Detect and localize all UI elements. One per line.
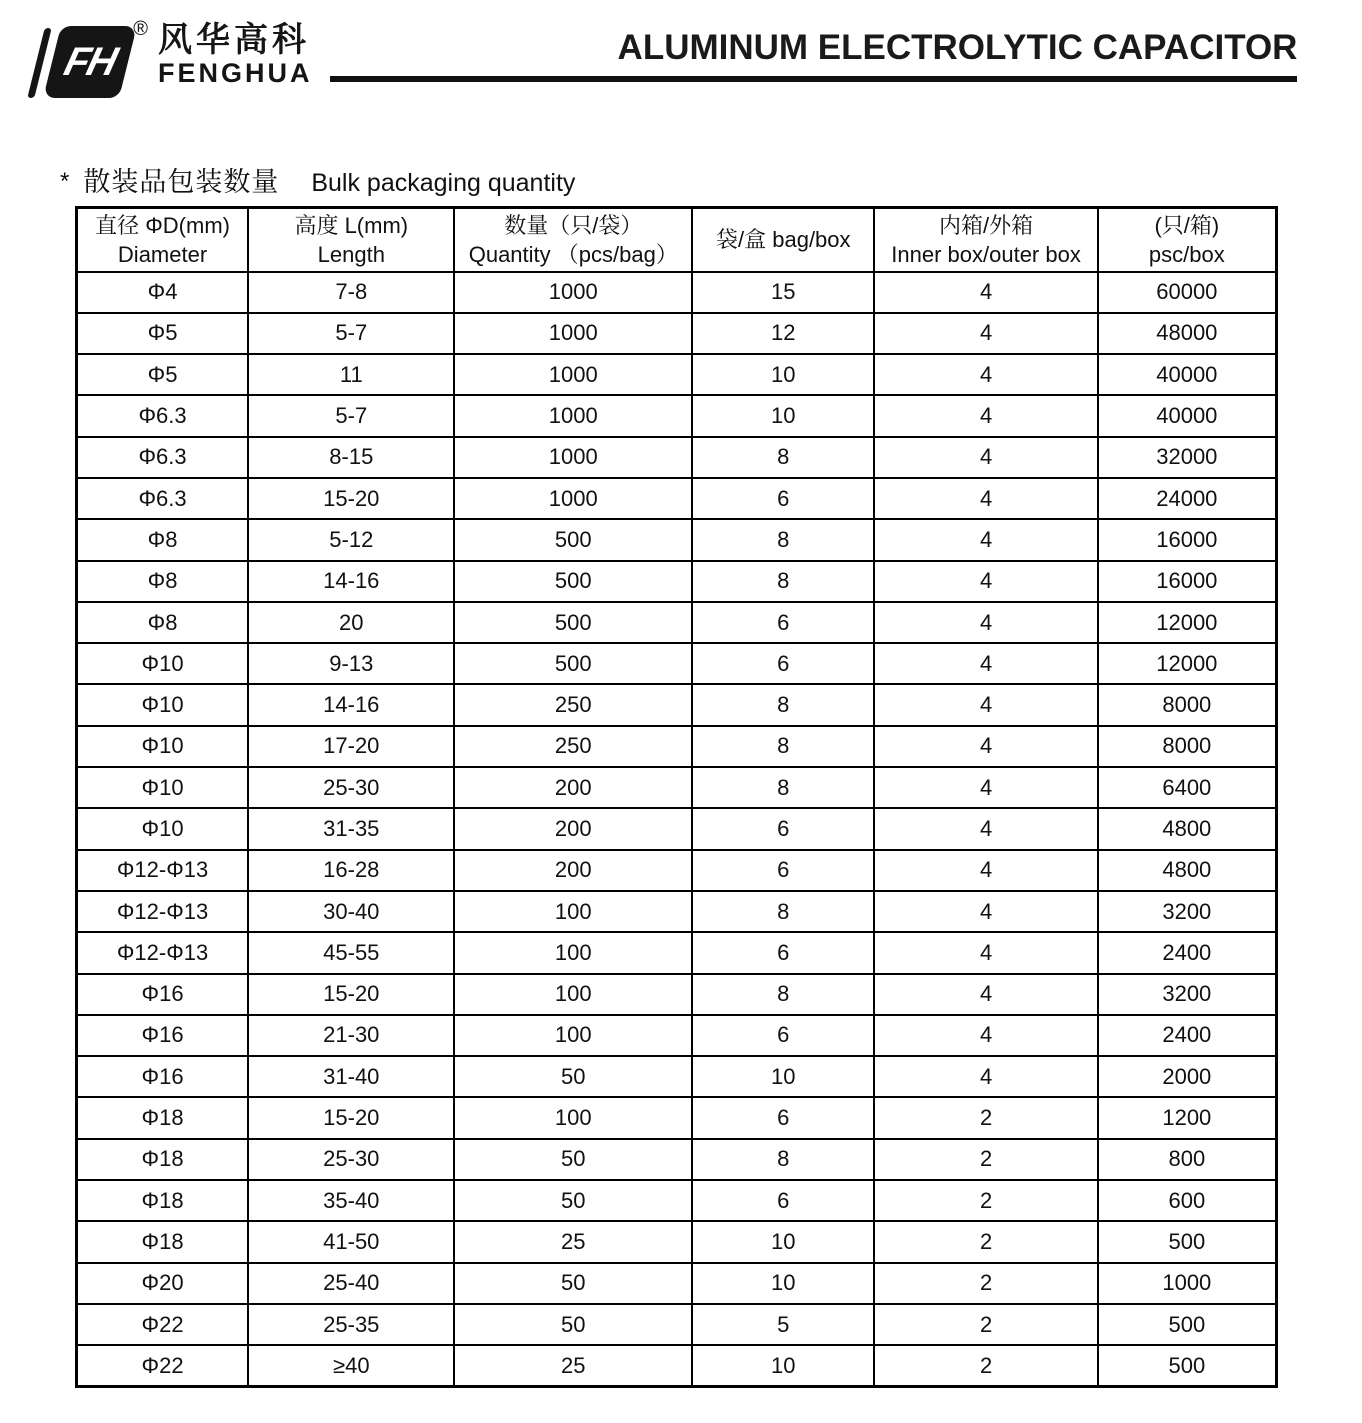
cell-length: 15-20 — [248, 1097, 454, 1138]
cell-diameter: Φ12-Φ13 — [77, 891, 249, 932]
cell-length: 5-7 — [248, 395, 454, 436]
cell-psc-per-box: 6400 — [1098, 767, 1277, 808]
cell-diameter: Φ12-Φ13 — [77, 850, 249, 891]
cell-inner-outer-box: 4 — [874, 767, 1097, 808]
cell-inner-outer-box: 2 — [874, 1139, 1097, 1180]
cell-length: 14-16 — [248, 561, 454, 602]
cell-quantity: 200 — [454, 808, 692, 849]
cell-bag-per-box: 8 — [692, 767, 874, 808]
section-title-cn: 散装品包装数量 — [83, 167, 280, 197]
table-row — [77, 643, 1277, 684]
cell-psc-per-box: 2000 — [1098, 1056, 1277, 1097]
cell-length: 25-35 — [248, 1304, 454, 1345]
cell-inner-outer-box: 2 — [874, 1263, 1097, 1304]
table-row — [77, 602, 1277, 643]
table-row — [77, 1263, 1277, 1304]
cell-psc-per-box: 600 — [1098, 1180, 1277, 1221]
cell-inner-outer-box: 4 — [874, 643, 1097, 684]
section-heading — [60, 160, 575, 199]
cell-bag-per-box: 8 — [692, 1139, 874, 1180]
column-header-diameter-cn: 直径 ΦD(mm) — [95, 213, 230, 239]
cell-psc-per-box: 1200 — [1098, 1097, 1277, 1138]
cell-quantity: 500 — [454, 643, 692, 684]
cell-length: 35-40 — [248, 1180, 454, 1221]
table-row — [77, 1345, 1277, 1386]
header-divider — [330, 76, 1297, 82]
cell-inner-outer-box: 4 — [874, 395, 1097, 436]
cell-quantity: 100 — [454, 1097, 692, 1138]
cell-length: 7-8 — [248, 272, 454, 313]
cell-length: ≥40 — [248, 1345, 454, 1386]
cell-bag-per-box: 8 — [692, 726, 874, 767]
cell-bag-per-box: 6 — [692, 850, 874, 891]
cell-diameter: Φ16 — [77, 1056, 249, 1097]
cell-diameter: Φ5 — [77, 313, 249, 354]
cell-length: 5-12 — [248, 519, 454, 560]
cell-diameter: Φ20 — [77, 1263, 249, 1304]
column-header-length — [248, 208, 454, 272]
cell-length: 16-28 — [248, 850, 454, 891]
table-row — [77, 313, 1277, 354]
cell-length: 45-55 — [248, 932, 454, 973]
cell-bag-per-box: 5 — [692, 1304, 874, 1345]
page-title: ALUMINUM ELECTROLYTIC CAPACITOR — [617, 28, 1298, 67]
table-row — [77, 1139, 1277, 1180]
column-header-inner-outer-box-cn: 内箱/外箱 — [939, 213, 1034, 239]
table-row — [77, 272, 1277, 313]
cell-psc-per-box: 500 — [1098, 1345, 1277, 1386]
cell-diameter: Φ6.3 — [77, 478, 249, 519]
cell-diameter: Φ18 — [77, 1221, 249, 1262]
table-row — [77, 1097, 1277, 1138]
cell-diameter: Φ10 — [77, 684, 249, 725]
column-header-quantity — [454, 208, 692, 272]
registered-trademark-icon: ® — [133, 18, 148, 40]
column-header-psc-per-box — [1098, 208, 1277, 272]
cell-inner-outer-box: 4 — [874, 726, 1097, 767]
cell-quantity: 1000 — [454, 272, 692, 313]
bulk-packaging-table — [75, 206, 1278, 1388]
cell-bag-per-box: 6 — [692, 1097, 874, 1138]
cell-length: 25-30 — [248, 767, 454, 808]
cell-bag-per-box: 8 — [692, 974, 874, 1015]
column-header-length-cn: 高度 L(mm) — [294, 213, 409, 239]
bullet-star: * — [60, 168, 70, 195]
cell-quantity: 1000 — [454, 478, 692, 519]
cell-length: 31-35 — [248, 808, 454, 849]
cell-diameter: Φ18 — [77, 1097, 249, 1138]
cell-inner-outer-box: 2 — [874, 1221, 1097, 1262]
cell-length: 17-20 — [248, 726, 454, 767]
cell-diameter: Φ12-Φ13 — [77, 932, 249, 973]
cell-bag-per-box: 10 — [692, 1345, 874, 1386]
cell-quantity: 500 — [454, 561, 692, 602]
column-header-inner-outer-box — [874, 208, 1097, 272]
cell-inner-outer-box: 4 — [874, 1015, 1097, 1056]
table-row — [77, 684, 1277, 725]
cell-psc-per-box: 32000 — [1098, 437, 1277, 478]
cell-length: 9-13 — [248, 643, 454, 684]
cell-psc-per-box: 500 — [1098, 1221, 1277, 1262]
cell-diameter: Φ10 — [77, 767, 249, 808]
cell-diameter: Φ16 — [77, 1015, 249, 1056]
cell-bag-per-box: 6 — [692, 602, 874, 643]
cell-quantity: 100 — [454, 891, 692, 932]
cell-inner-outer-box: 4 — [874, 437, 1097, 478]
cell-psc-per-box: 2400 — [1098, 932, 1277, 973]
table-body — [77, 272, 1277, 1387]
cell-diameter: Φ18 — [77, 1139, 249, 1180]
cell-quantity: 50 — [454, 1056, 692, 1097]
cell-diameter: Φ8 — [77, 602, 249, 643]
cell-bag-per-box: 8 — [692, 891, 874, 932]
logo-text — [158, 22, 313, 88]
cell-psc-per-box: 12000 — [1098, 602, 1277, 643]
cell-psc-per-box: 40000 — [1098, 395, 1277, 436]
cell-quantity: 200 — [454, 850, 692, 891]
column-header-bag-per-box — [692, 208, 874, 272]
cell-inner-outer-box: 4 — [874, 932, 1097, 973]
cell-psc-per-box: 3200 — [1098, 974, 1277, 1015]
table-row — [77, 974, 1277, 1015]
cell-inner-outer-box: 4 — [874, 561, 1097, 602]
cell-diameter: Φ6.3 — [77, 395, 249, 436]
cell-quantity: 250 — [454, 726, 692, 767]
cell-quantity: 100 — [454, 932, 692, 973]
column-header-psc-per-box-cn: (只/箱) — [1154, 213, 1220, 239]
cell-quantity: 1000 — [454, 313, 692, 354]
cell-psc-per-box: 8000 — [1098, 726, 1277, 767]
cell-quantity: 1000 — [454, 437, 692, 478]
cell-inner-outer-box: 2 — [874, 1097, 1097, 1138]
fenghua-logo-icon — [30, 18, 148, 102]
table-row — [77, 354, 1277, 395]
cell-quantity: 25 — [454, 1345, 692, 1386]
cell-diameter: Φ5 — [77, 354, 249, 395]
cell-length: 15-20 — [248, 478, 454, 519]
cell-length: 14-16 — [248, 684, 454, 725]
cell-quantity: 25 — [454, 1221, 692, 1262]
column-header-diameter — [77, 208, 249, 272]
cell-quantity: 500 — [454, 519, 692, 560]
column-header-length-en: Length — [317, 241, 385, 267]
cell-psc-per-box: 4800 — [1098, 850, 1277, 891]
cell-inner-outer-box: 2 — [874, 1345, 1097, 1386]
column-header-diameter-en: Diameter — [117, 241, 208, 267]
table-row — [77, 1221, 1277, 1262]
cell-psc-per-box: 24000 — [1098, 478, 1277, 519]
cell-inner-outer-box: 4 — [874, 313, 1097, 354]
cell-length: 25-40 — [248, 1263, 454, 1304]
cell-inner-outer-box: 4 — [874, 684, 1097, 725]
cell-psc-per-box: 1000 — [1098, 1263, 1277, 1304]
cell-psc-per-box: 16000 — [1098, 519, 1277, 560]
cell-diameter: Φ6.3 — [77, 437, 249, 478]
logo-emblem — [43, 26, 137, 98]
cell-diameter: Φ8 — [77, 519, 249, 560]
table-row — [77, 850, 1277, 891]
cell-inner-outer-box: 4 — [874, 850, 1097, 891]
cell-inner-outer-box: 2 — [874, 1180, 1097, 1221]
cell-bag-per-box: 6 — [692, 932, 874, 973]
cell-diameter: Φ22 — [77, 1345, 249, 1386]
cell-bag-per-box: 12 — [692, 313, 874, 354]
cell-length: 11 — [248, 354, 454, 395]
cell-diameter: Φ16 — [77, 974, 249, 1015]
cell-quantity: 1000 — [454, 395, 692, 436]
cell-length: 20 — [248, 602, 454, 643]
cell-length: 25-30 — [248, 1139, 454, 1180]
cell-psc-per-box: 60000 — [1098, 272, 1277, 313]
table-row — [77, 1304, 1277, 1345]
cell-diameter: Φ10 — [77, 643, 249, 684]
cell-bag-per-box: 8 — [692, 519, 874, 560]
cell-inner-outer-box: 4 — [874, 808, 1097, 849]
table-row — [77, 519, 1277, 560]
cell-length: 5-7 — [248, 313, 454, 354]
cell-diameter: Φ10 — [77, 808, 249, 849]
cell-inner-outer-box: 4 — [874, 1056, 1097, 1097]
cell-psc-per-box: 12000 — [1098, 643, 1277, 684]
cell-length: 21-30 — [248, 1015, 454, 1056]
table-row — [77, 1180, 1277, 1221]
section-title-en: Bulk packaging quantity — [311, 169, 576, 197]
table-header — [77, 208, 1277, 272]
cell-length: 41-50 — [248, 1221, 454, 1262]
cell-psc-per-box: 3200 — [1098, 891, 1277, 932]
cell-bag-per-box: 10 — [692, 1221, 874, 1262]
company-logo — [30, 18, 313, 102]
cell-inner-outer-box: 2 — [874, 1304, 1097, 1345]
cell-bag-per-box: 8 — [692, 437, 874, 478]
table-header-row — [77, 208, 1277, 272]
cell-bag-per-box: 6 — [692, 1015, 874, 1056]
column-header-quantity-cn: 数量（只/袋） — [504, 213, 643, 239]
cell-quantity: 50 — [454, 1304, 692, 1345]
table-row — [77, 767, 1277, 808]
cell-bag-per-box: 6 — [692, 478, 874, 519]
cell-diameter: Φ22 — [77, 1304, 249, 1345]
cell-inner-outer-box: 4 — [874, 519, 1097, 560]
cell-quantity: 1000 — [454, 354, 692, 395]
table-row — [77, 1015, 1277, 1056]
cell-psc-per-box: 2400 — [1098, 1015, 1277, 1056]
cell-diameter: Φ10 — [77, 726, 249, 767]
table-row — [77, 891, 1277, 932]
cell-length: 31-40 — [248, 1056, 454, 1097]
column-header-bag-per-box-cn: 袋/盒 bag/box — [716, 226, 851, 252]
cell-psc-per-box: 16000 — [1098, 561, 1277, 602]
cell-psc-per-box: 48000 — [1098, 313, 1277, 354]
cell-bag-per-box: 6 — [692, 808, 874, 849]
cell-bag-per-box: 6 — [692, 1180, 874, 1221]
table-row — [77, 1056, 1277, 1097]
cell-psc-per-box: 800 — [1098, 1139, 1277, 1180]
cell-bag-per-box: 8 — [692, 561, 874, 602]
cell-quantity: 500 — [454, 602, 692, 643]
cell-quantity: 100 — [454, 974, 692, 1015]
cell-quantity: 200 — [454, 767, 692, 808]
cell-psc-per-box: 40000 — [1098, 354, 1277, 395]
cell-bag-per-box: 8 — [692, 684, 874, 725]
column-header-inner-outer-box-en: Inner box/outer box — [891, 241, 1081, 267]
cell-bag-per-box: 10 — [692, 1056, 874, 1097]
column-header-quantity-en: Quantity （pcs/bag） — [468, 241, 678, 267]
table-row — [77, 932, 1277, 973]
cell-diameter: Φ18 — [77, 1180, 249, 1221]
table-row — [77, 561, 1277, 602]
cell-inner-outer-box: 4 — [874, 354, 1097, 395]
cell-bag-per-box: 6 — [692, 643, 874, 684]
table-row — [77, 437, 1277, 478]
table-row — [77, 478, 1277, 519]
cell-inner-outer-box: 4 — [874, 478, 1097, 519]
cell-inner-outer-box: 4 — [874, 974, 1097, 1015]
cell-psc-per-box: 4800 — [1098, 808, 1277, 849]
cell-diameter: Φ4 — [77, 272, 249, 313]
cell-quantity: 50 — [454, 1180, 692, 1221]
cell-bag-per-box: 10 — [692, 395, 874, 436]
cell-inner-outer-box: 4 — [874, 891, 1097, 932]
cell-inner-outer-box: 4 — [874, 602, 1097, 643]
logo-name-cn: 风华高科 — [158, 21, 310, 59]
cell-inner-outer-box: 4 — [874, 272, 1097, 313]
logo-emblem-letters: FH — [59, 39, 121, 84]
cell-bag-per-box: 15 — [692, 272, 874, 313]
table-row — [77, 808, 1277, 849]
cell-bag-per-box: 10 — [692, 354, 874, 395]
cell-length: 30-40 — [248, 891, 454, 932]
table-row — [77, 395, 1277, 436]
table-row — [77, 726, 1277, 767]
cell-diameter: Φ8 — [77, 561, 249, 602]
cell-bag-per-box: 10 — [692, 1263, 874, 1304]
cell-quantity: 50 — [454, 1139, 692, 1180]
cell-length: 15-20 — [248, 974, 454, 1015]
cell-length: 8-15 — [248, 437, 454, 478]
logo-name-en: FENGHUA — [158, 58, 313, 89]
cell-psc-per-box: 500 — [1098, 1304, 1277, 1345]
column-header-psc-per-box-en: psc/box — [1148, 241, 1225, 267]
cell-quantity: 250 — [454, 684, 692, 725]
cell-quantity: 50 — [454, 1263, 692, 1304]
cell-psc-per-box: 8000 — [1098, 684, 1277, 725]
cell-quantity: 100 — [454, 1015, 692, 1056]
